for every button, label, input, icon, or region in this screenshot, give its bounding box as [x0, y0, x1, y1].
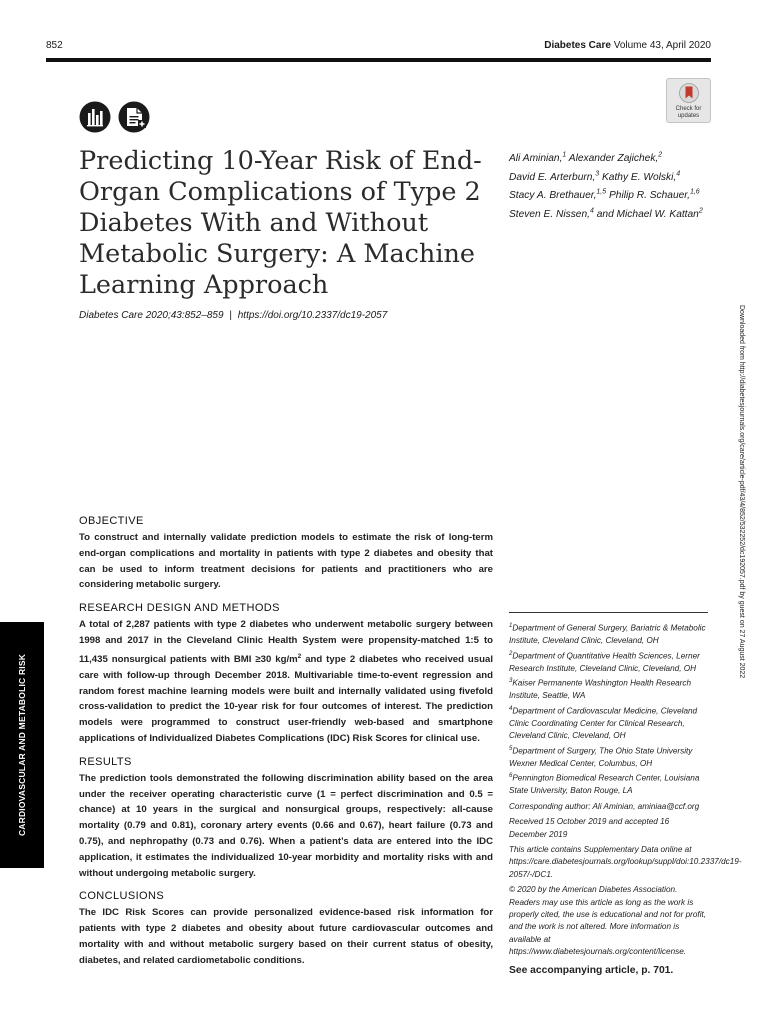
affiliations [509, 620, 742, 977]
conclusions-text: The IDC Risk Scores can provide personalized evidence-based risk information for patients with type 2 diabetes and obesity about future cardiovascular outcomes and mortality with and without metabolic surgery based on their current status of obesity, diabetes, and related cardiometabolic conditions. [79, 907, 493, 966]
affiliation: $^4$Department of Cardiovascular Medicine, Cleveland Clinic Coordinating Center for Clinical Research, Cleveland Clinic, Cleveland, OH [509, 705, 698, 741]
copyright-note: © 2020 by the American Diabetes Association. Readers may use this article as long as the work is properly cited, the use is educational and not for profit, and the work is not altered. More information is available at https://www.diabetesjournals.org/content/license. [509, 885, 707, 957]
author: Stacy A. Brethauer,$^{1,5}$ [509, 188, 607, 202]
received-dates: Received 15 October 2019 and accepted 16 December 2019 [509, 817, 670, 839]
affiliation: $^1$Department of General Surgery, Bariatric & Metabolic Institute, Cleveland Clinic, Cleveland, OH [509, 623, 706, 646]
badge-line1: Check for [675, 106, 702, 112]
data-supplement-icon[interactable] [79, 101, 111, 133]
author: Ali Aminian,$^1$ [509, 152, 567, 165]
author: David E. Arterburn,$^3$ [509, 170, 600, 183]
results-text: The prediction tools demonstrated the following discrimination ability based on the area under the receiver operating characteristic curve (1 = perfect discrimination and 0.5 = chance) at 10 years in the surgical and nonsurgical groups, respectively: all-cause mortality (0.79 and 0.81), coronary artery events (0.66 and 0.67), heart failure (0.73 and 0.75), and nephropathy (0.73 and 0.76). When a patient’s data are entered into the IDC application, it estimates the individualized 10-year morbidity and mortality risks with and without undergoing metabolic surgery. [79, 772, 493, 879]
journal-name: Diabetes Care [544, 40, 611, 51]
section-label: CARDIOVASCULAR AND METABOLIC RISK [17, 653, 27, 837]
journal-issue: Volume 43, April 2020 [613, 40, 711, 51]
supplementary-file-icon[interactable] [118, 101, 150, 133]
page-number: 852 [46, 40, 63, 51]
header-rule [46, 58, 711, 62]
citation-separator: | [229, 310, 232, 321]
affiliation: $^5$Department of Surgery, The Ohio State University Wexner Medical Center, Columbus, OH [509, 745, 693, 768]
doi-link[interactable]: https://doi.org/10.2337/dc19-2057 [237, 310, 388, 321]
citation-line [79, 310, 387, 321]
corresponding-author: Corresponding author: Ali Aminian, aminiaa@ccf.org [509, 801, 700, 811]
affiliation: $^3$Kaiser Permanente Washington Health Research Institute, Seattle, WA [509, 678, 692, 701]
journal-header [544, 40, 711, 51]
download-note-text: Downloaded from http://diabetesjournals.org/care/article-pdf/43/4/852/532252/dc192057.pdf by guest on 27 August 2022 [738, 305, 745, 679]
affiliation: $^6$Pennington Biomedical Research Center, Louisiana State University, Baton Rouge, LA [509, 773, 700, 796]
conclusions-heading: CONCLUSIONS [79, 890, 165, 903]
author: Kathy E. Wolski,$^4$ [602, 170, 681, 183]
bookmark-icon [679, 83, 699, 103]
article-title: Predicting 10-Year Risk of End-Organ Complications of Type 2 Diabetes With and Without Metabolic Surgery: A Machine Learning Approach [79, 146, 482, 300]
author-list [509, 148, 714, 222]
methods-heading: RESEARCH DESIGN AND METHODS [79, 602, 280, 615]
abstract [79, 515, 493, 978]
section-sidebar [0, 622, 44, 868]
badge-text [667, 106, 710, 119]
check-for-updates-badge[interactable] [666, 78, 711, 123]
affiliations-rule [509, 612, 708, 613]
methods-text: A total of 2,287 patients with type 2 diabetes who underwent metabolic surgery between 1998 and 2017 in the Cleveland Clinic Health System were propensity-matched 1:5 to 11,435 nonsurgical patients with BMI ≥30 $kg/m^2$ and type 2 diabetes who received usual care with follow-up through December 2018. Multivariable time-to-event regression and random forest machine learning models were built and internally validated using fivefold cross-validation to predict the 10-year risk for four outcomes of interest. The prediction models were programmed to construct user-friendly web-based and smartphone applications of Individualized Diabetes Complications (IDC) Risk Scores for clinical use. [79, 619, 493, 744]
author: Alexander Zajichek,$^2$ [568, 152, 663, 165]
see-also-link[interactable]: See accompanying article, p. 701. [509, 964, 674, 976]
badge-line2: updates [677, 112, 700, 119]
results-heading: RESULTS [79, 755, 132, 768]
author: Philip R. Schauer,$^{1,6}$ [608, 188, 700, 202]
author: and Michael W. Kattan$^2$ [596, 207, 703, 220]
supplementary-note: This article contains Supplementary Data online at https://care.diabetesjournals.org/lookup/suppl/doi:10.2337/dc19-2057/-/DC1. [509, 844, 742, 879]
citation-reference: Diabetes Care 2020;43:852–859 [79, 310, 224, 321]
affiliation: $^2$Department of Quantitative Health Sciences, Lerner Research Institute, Cleveland Clinic, Cleveland, OH [509, 650, 700, 673]
objective-text: To construct and internally validate prediction models to estimate the risk of long-term end-organ complications and mortality in patients with type 2 diabetes and obesity that can be used to inform treatment decisions for patients and practitioners who are considering metabolic surgery. [79, 532, 493, 591]
objective-heading: OBJECTIVE [79, 515, 144, 527]
author: Steven E. Nissen,$^4$ [509, 207, 594, 220]
download-note [735, 305, 745, 715]
